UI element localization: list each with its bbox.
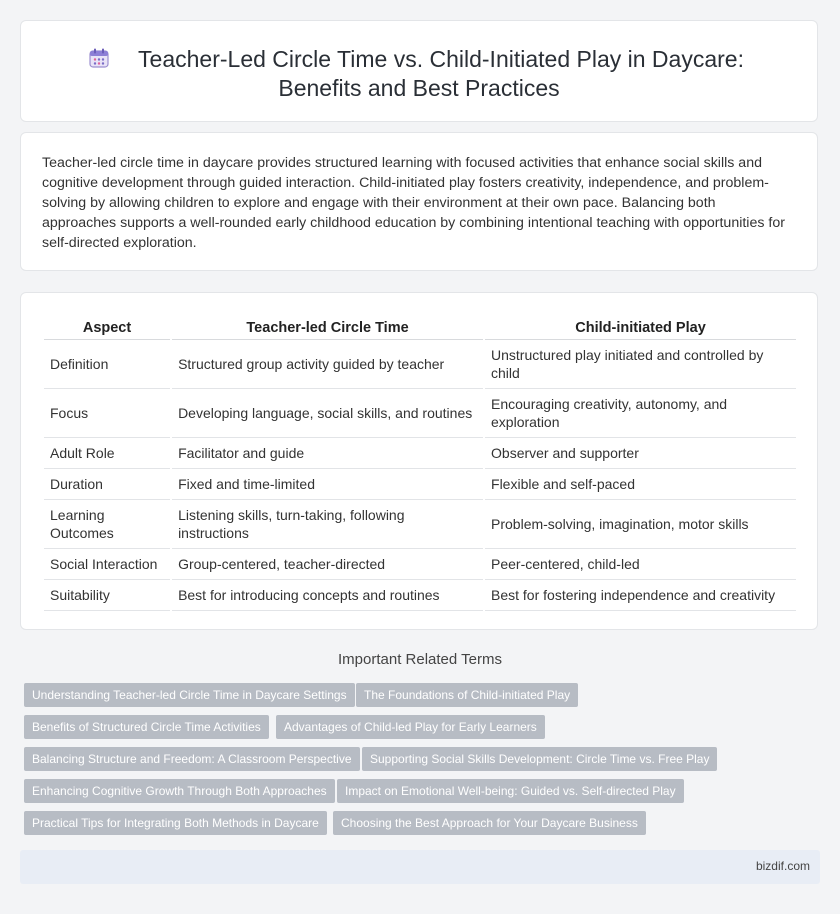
page-title-line1: Teacher-Led Circle Time vs. Child-Initiated Play in Daycare: xyxy=(138,46,744,72)
cell-aspect: Suitability xyxy=(44,580,170,611)
cell-child-initiated: Flexible and self-paced xyxy=(485,469,796,500)
cell-child-initiated: Peer-centered, child-led xyxy=(485,549,796,580)
cell-teacher-led: Best for introducing concepts and routines xyxy=(172,580,483,611)
cell-aspect: Duration xyxy=(44,469,170,500)
cell-child-initiated: Encouraging creativity, autonomy, and exploration xyxy=(485,389,796,438)
cell-teacher-led: Group-centered, teacher-directed xyxy=(172,549,483,580)
cell-aspect: Adult Role xyxy=(44,438,170,469)
related-tag[interactable]: Understanding Teacher-led Circle Time in Daycare Settings xyxy=(24,683,355,707)
related-tag[interactable]: Benefits of Structured Circle Time Activities xyxy=(24,715,269,739)
related-tag[interactable]: The Foundations of Child-initiated Play xyxy=(356,683,578,707)
cell-aspect: Social Interaction xyxy=(44,549,170,580)
related-tag[interactable]: Enhancing Cognitive Growth Through Both Approaches xyxy=(24,779,335,803)
intro-card xyxy=(20,132,818,271)
related-tag[interactable]: Choosing the Best Approach for Your Daycare Business xyxy=(333,811,646,835)
table-row xyxy=(44,580,796,611)
comparison-table xyxy=(42,313,798,611)
cell-child-initiated: Best for fostering independence and creativity xyxy=(485,580,796,611)
header-aspect: Aspect xyxy=(44,313,170,340)
comparison-card xyxy=(20,292,818,630)
cell-teacher-led: Listening skills, turn-taking, following instructions xyxy=(172,500,483,549)
table-row xyxy=(44,469,796,500)
intro-paragraph: Teacher-led circle time in daycare provides structured learning with focused activities that enhance social skills and cognitive development through guided interaction. Child-initiated play fosters creativity, independence, and problem-solving by allowing children to explore and engage with their environment at their own pace. Balancing both approaches supports a well-rounded early childhood education by combining intentional teaching with opportunities for self-directed exploration. xyxy=(42,155,785,251)
related-tag[interactable]: Supporting Social Skills Development: Circle Time vs. Free Play xyxy=(362,747,717,771)
cell-aspect: Focus xyxy=(44,389,170,438)
table-row xyxy=(44,549,796,580)
related-terms-title: Important Related Terms xyxy=(338,651,502,668)
page-title-line2: Benefits and Best Practices xyxy=(278,75,560,101)
page-title xyxy=(21,45,817,103)
table-header-row xyxy=(44,313,796,340)
footer xyxy=(20,850,820,884)
cell-child-initiated: Problem-solving, imagination, motor skills xyxy=(485,500,796,549)
related-tag[interactable]: Practical Tips for Integrating Both Methods in Daycare xyxy=(24,811,327,835)
table-row xyxy=(44,500,796,549)
header-card xyxy=(20,20,818,122)
cell-child-initiated: Observer and supporter xyxy=(485,438,796,469)
related-tag[interactable]: Impact on Emotional Well-being: Guided vs. Self-directed Play xyxy=(337,779,684,803)
table-row xyxy=(44,389,796,438)
site-name[interactable]: bizdif.com xyxy=(755,859,810,873)
cell-aspect: Learning Outcomes xyxy=(44,500,170,549)
cell-teacher-led: Facilitator and guide xyxy=(172,438,483,469)
table-row xyxy=(44,438,796,469)
header-child-initiated: Child-initiated Play xyxy=(485,313,796,340)
cell-teacher-led: Structured group activity guided by teacher xyxy=(172,340,483,389)
header-teacher-led: Teacher-led Circle Time xyxy=(172,313,483,340)
related-tag[interactable]: Balancing Structure and Freedom: A Classroom Perspective xyxy=(24,747,360,771)
cell-child-initiated: Unstructured play initiated and controlled by child xyxy=(485,340,796,389)
cell-aspect: Definition xyxy=(44,340,170,389)
cell-teacher-led: Developing language, social skills, and routines xyxy=(172,389,483,438)
cell-teacher-led: Fixed and time-limited xyxy=(172,469,483,500)
table-row xyxy=(44,340,796,389)
related-tag[interactable]: Advantages of Child-led Play for Early Learners xyxy=(276,715,545,739)
